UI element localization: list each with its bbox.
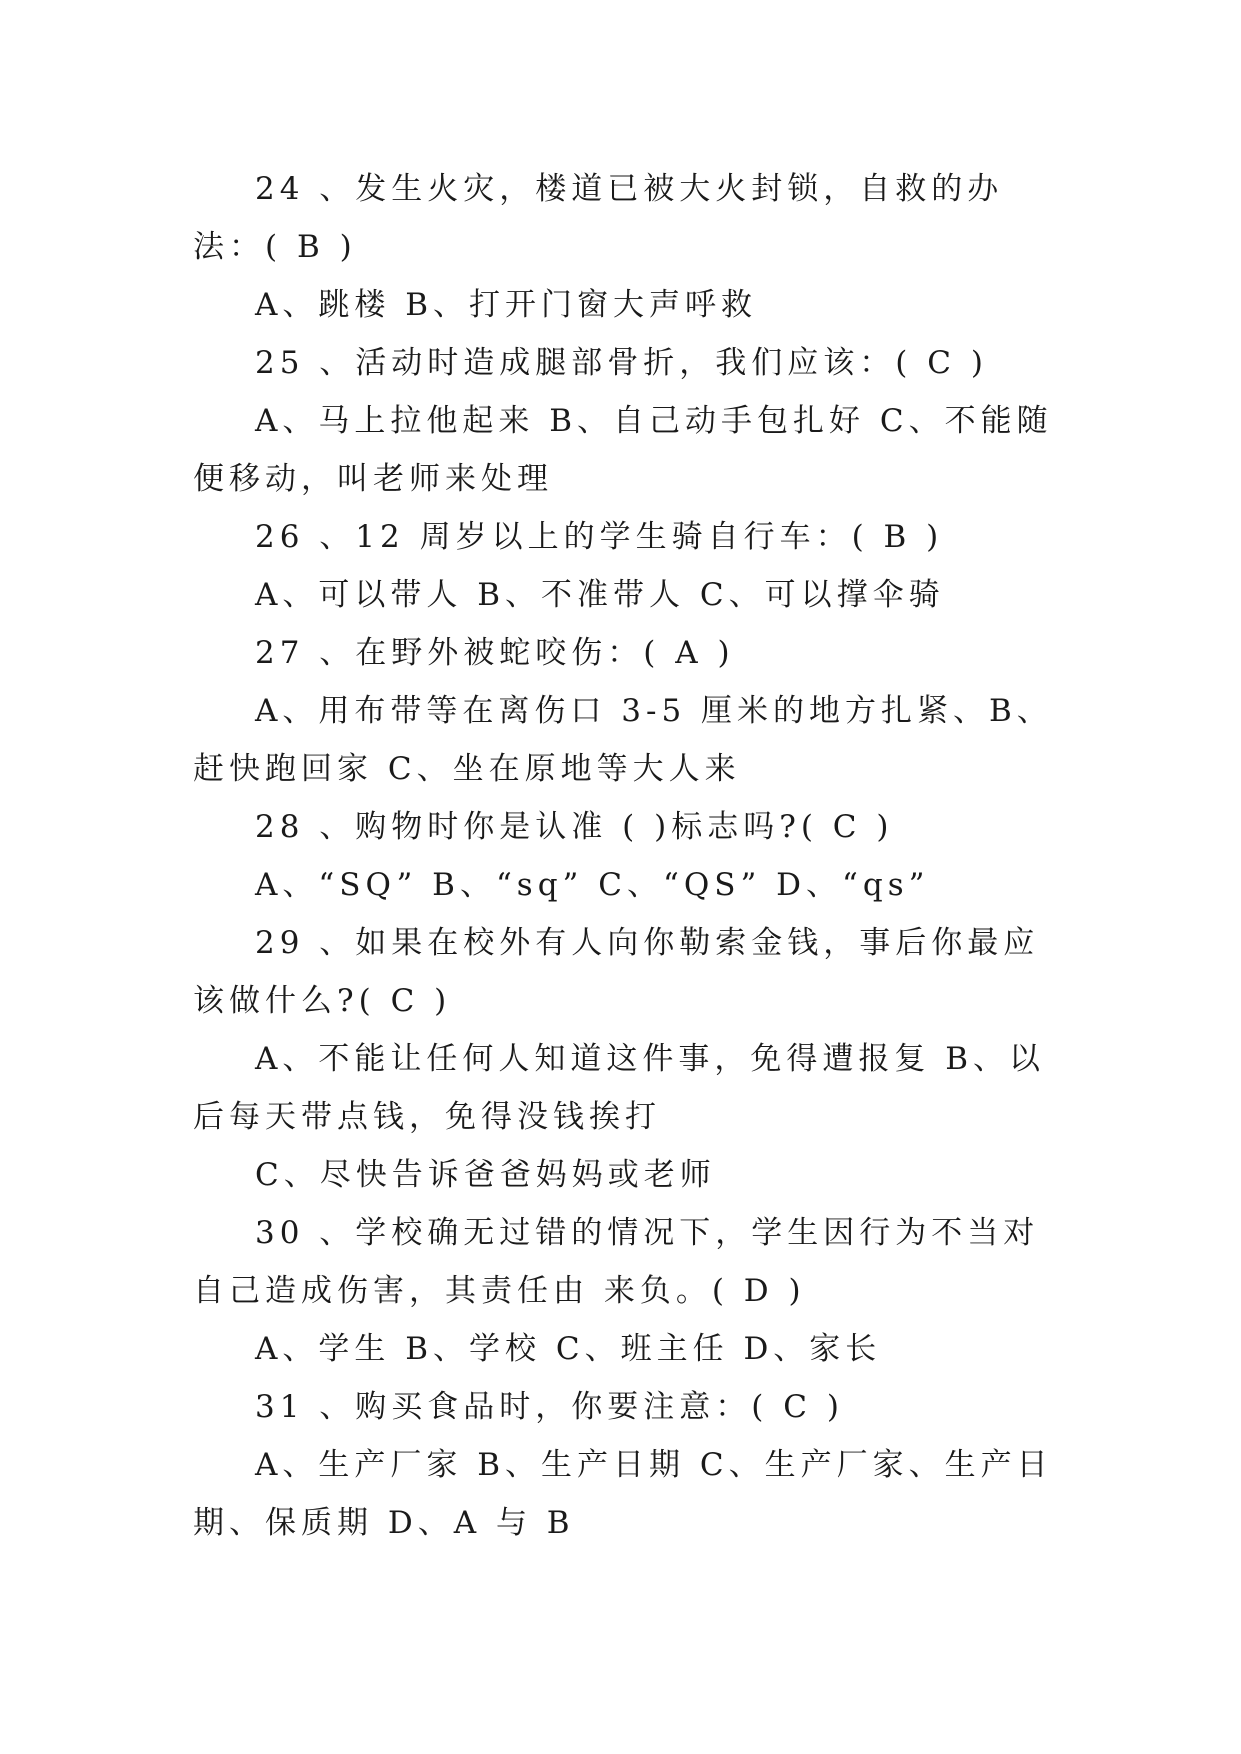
question-30: 30 、学校确无过错的情况下，学生因行为不当对自己造成伤害，其责任由 来负。( D ) [193, 1215, 1040, 1309]
options-31: A、生产厂家 B、生产日期 C、生产厂家、生产日期、保质期 D、A 与 B [193, 1447, 1053, 1541]
question-list [193, 160, 1053, 1552]
options-30: A、学生 B、学校 C、班主任 D、家长 [255, 1331, 882, 1367]
question-27: 27 、在野外被蛇咬伤：( A ) [255, 635, 735, 671]
question-28: 28 、购物时你是认准 ( )标志吗?( C ) [255, 809, 894, 845]
question-26: 26 、12 周岁以上的学生骑自行车：( B ) [255, 519, 944, 555]
options-29-line-1: A、不能让任何人知道这件事，免得遭报复 B、以后每天带点钱，免得没钱挨打 [193, 1041, 1046, 1135]
question-24: 24 、发生火灾，楼道已被大火封锁，自救的办法：( B ) [193, 171, 1004, 265]
question-25: 25 、活动时造成腿部骨折，我们应该：( C ) [255, 345, 988, 381]
question-29: 29 、如果在校外有人向你勒索金钱，事后你最应该做什么?( C ) [193, 925, 1040, 1019]
options-29-line-2: C、尽快告诉爸爸妈妈或老师 [255, 1157, 716, 1193]
options-24: A、跳楼 B、打开门窗大声呼救 [255, 287, 758, 323]
options-28: A、“SQ” B、“sq” C、“QS” D、“qs” [255, 867, 930, 903]
question-31: 31 、购买食品时，你要注意：( C ) [255, 1389, 844, 1425]
options-25: A、马上拉他起来 B、自己动手包扎好 C、不能随便移动，叫老师来处理 [193, 403, 1053, 497]
options-27: A、用布带等在离伤口 3-5 厘米的地方扎紧、B、赶快跑回家 C、坐在原地等大人来 [193, 693, 1053, 787]
options-26: A、可以带人 B、不准带人 C、可以撑伞骑 [255, 577, 945, 613]
